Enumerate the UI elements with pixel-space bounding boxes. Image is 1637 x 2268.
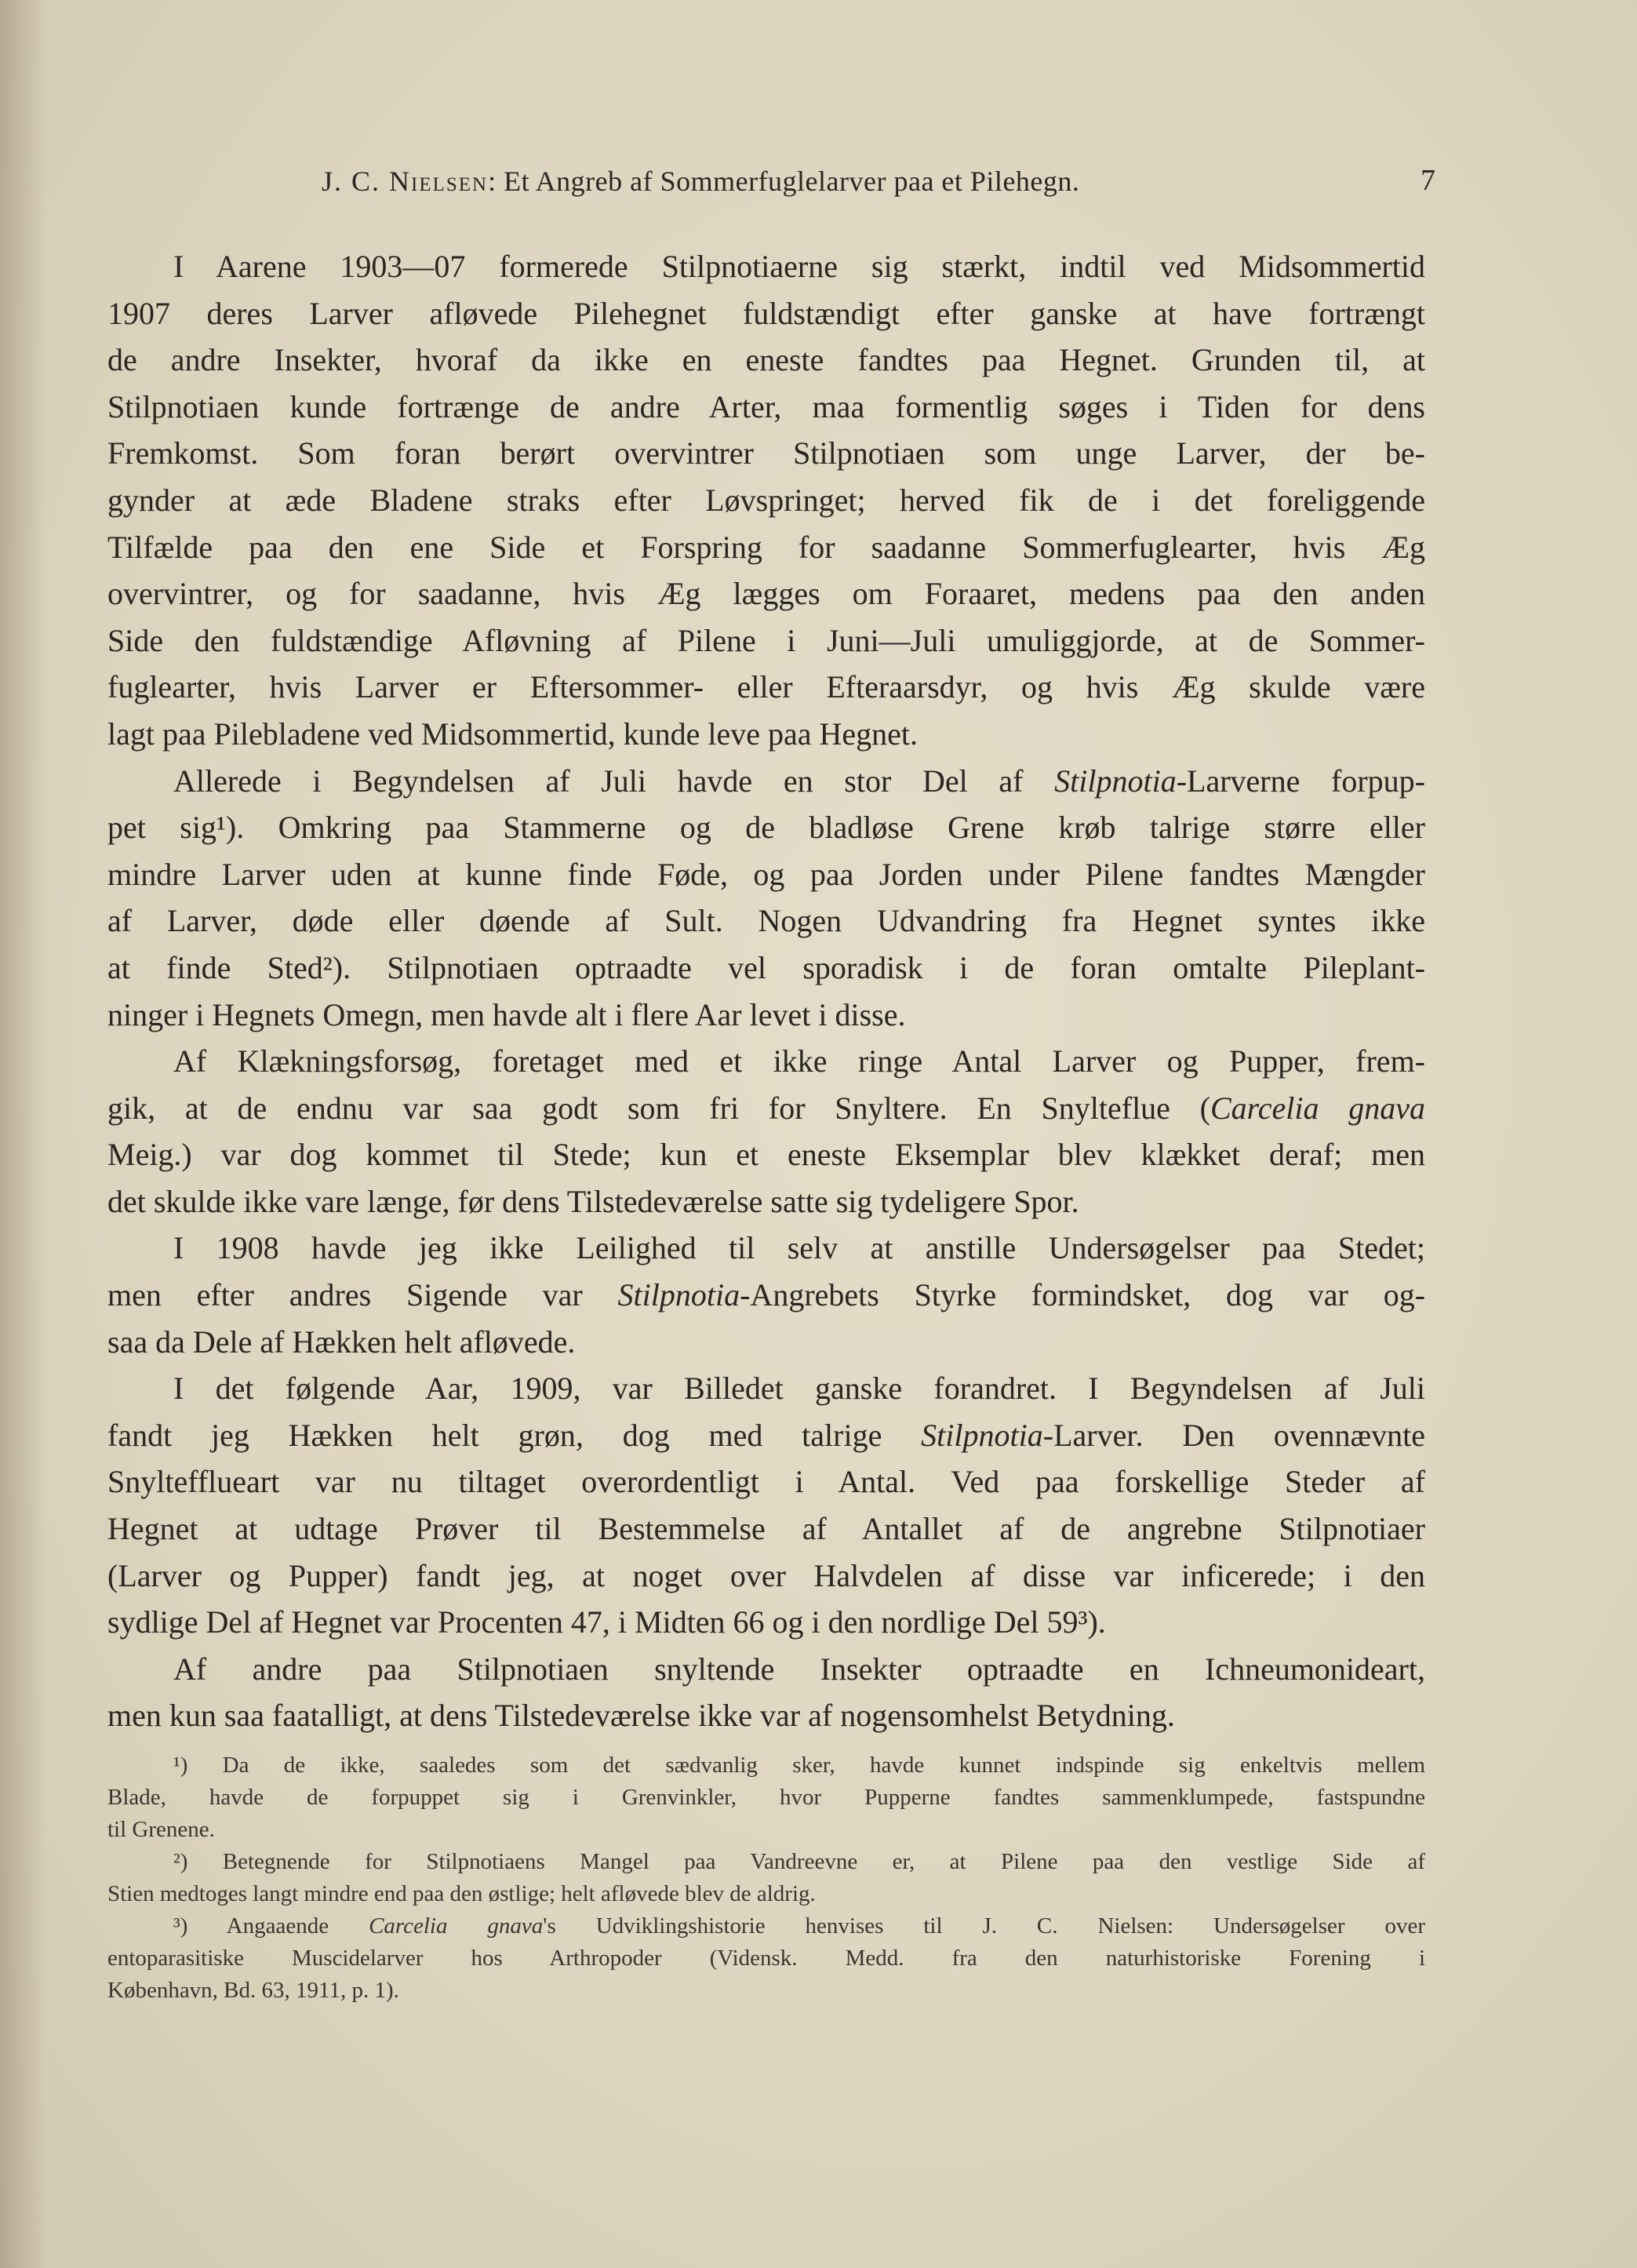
text-line: fandt jeg Hækken helt grøn, dog med talrige Stilpnotia-Larver. Den ovennævnte bbox=[107, 1417, 1425, 1453]
footnote-line: til Grenene. bbox=[107, 1817, 215, 1842]
text-line: Allerede i Begyndelsen af Juli havde en stor Del af Stilpnotia-Larverne forpup- bbox=[173, 763, 1425, 799]
running-head-colon: : bbox=[488, 166, 504, 197]
text-line: 1907 deres Larver afløvede Pilehegnet fuldstændigt efter ganske at have fortrængt bbox=[107, 295, 1425, 331]
paragraph bbox=[107, 243, 1425, 758]
body-text bbox=[107, 243, 1425, 1739]
text-line: I det følgende Aar, 1909, var Billedet ganske forandret. I Begyndelsen af Juli bbox=[173, 1371, 1425, 1407]
footnote-line: Stien medtoges langt mindre end paa den østlige; helt afløvede blev de aldrig. bbox=[107, 1881, 816, 1906]
text-line: af Larver, døde eller døende af Sult. Nogen Udvandring fra Hegnet syntes ikke bbox=[107, 903, 1425, 939]
text-line: at finde Sted²). Stilpnotiaen optraadte vel sporadisk i de foran omtalte Pileplant- bbox=[107, 949, 1425, 985]
text-line: det skulde ikke vare længe, før dens Tilstedeværelse satte sig tydeligere Spor. bbox=[107, 1183, 1079, 1219]
text-line: saa da Dele af Hækken helt afløvede. bbox=[107, 1323, 576, 1360]
text-line: Hegnet at udtage Prøver til Bestemmelse af Antallet af de angrebne Stilpnotiaer bbox=[107, 1511, 1425, 1547]
paragraph bbox=[107, 1038, 1425, 1225]
text-line: men kun saa faatalligt, at dens Tilstedeværelse ikke var af nogensomhelst Betydning. bbox=[107, 1698, 1175, 1734]
text-line: ninger i Hegnets Omegn, men havde alt i flere Aar levet i disse. bbox=[107, 996, 906, 1032]
text-line: Meig.) var dog kommet til Stede; kun et eneste Eksemplar blev klækket deraf; men bbox=[107, 1137, 1425, 1173]
footnote-line: entoparasitiske Muscidelarver hos Arthropoder (Vidensk. Medd. fra den naturhistoriske Forening i bbox=[107, 1946, 1425, 1971]
paragraph bbox=[107, 1365, 1425, 1646]
binding-shadow bbox=[0, 0, 47, 2268]
footnote-line: ³) Angaaende Carcelia gnava's Udviklingshistorie henvises til J. C. Nielsen: Undersøgelser over bbox=[173, 1913, 1425, 1939]
footnote-line: Blade, havde de forpuppet sig i Grenvinkler, hvor Pupperne fandtes sammenklumpede, fastspundne bbox=[107, 1785, 1425, 1810]
footnote-line: ²) Betegnende for Stilpnotiaens Mangel paa Vandreevne er, at Pilene paa den vestlige Side af bbox=[173, 1849, 1425, 1874]
text-line: sydlige Del af Hegnet var Procenten 47, i Midten 66 og i den nordlige Del 59³). bbox=[107, 1604, 1106, 1640]
paragraph bbox=[107, 758, 1425, 1039]
running-head-title: Et Angreb af Sommerfuglelarver paa et Pilehegn. bbox=[504, 166, 1080, 197]
text-line: de andre Insekter, hvoraf da ikke en eneste fandtes paa Hegnet. Grunden til, at bbox=[107, 342, 1425, 378]
footnote-line: ¹) Da de ikke, saaledes som det sædvanlig sker, havde kunnet indspinde sig enkeltvis mellem bbox=[173, 1753, 1425, 1778]
text-line: gik, at de endnu var saa godt som fri for Snyltere. En Snylteflue (Carcelia gnava bbox=[107, 1090, 1425, 1126]
text-line: Stilpnotiaen kunde fortrænge de andre Arter, maa formentlig søges i Tiden for dens bbox=[107, 388, 1425, 424]
text-line: I Aarene 1903—07 formerede Stilpnotiaerne sig stærkt, indtil ved Midsommertid bbox=[173, 249, 1425, 284]
text-line: I 1908 havde jeg ikke Leilighed til selv at anstille Undersøgelser paa Stedet; bbox=[173, 1230, 1425, 1266]
running-head-author: J. C. Nielsen bbox=[322, 166, 489, 197]
text-line: Af andre paa Stilpnotiaen snyltende Insekter optraadte en Ichneumonideart, bbox=[173, 1651, 1425, 1687]
text-line: lagt paa Pilebladene ved Midsommertid, kunde leve paa Hegnet. bbox=[107, 715, 919, 752]
running-head bbox=[322, 165, 1420, 198]
text-line: gynder at æde Bladene straks efter Løvspringet; herved fik de i det foreliggende bbox=[107, 482, 1425, 518]
text-line: Af Klækningsforsøg, foretaget med et ikke ringe Antal Larver og Pupper, frem- bbox=[173, 1043, 1425, 1079]
text-line: overvintrer, og for saadanne, hvis Æg lægges om Foraaret, medens paa den anden bbox=[107, 576, 1425, 612]
text-line: mindre Larver uden at kunne finde Føde, og paa Jorden under Pilene fandtes Mængder bbox=[107, 856, 1425, 892]
text-line: Fremkomst. Som foran berørt overvintrer Stilpnotiaen som unge Larver, der be- bbox=[107, 435, 1425, 471]
text-line: Side den fuldstændige Afløvning af Pilene i Juni—Juli umuliggjorde, at de Sommer- bbox=[107, 622, 1425, 658]
text-line: (Larver og Pupper) fandt jeg, at noget over Halvdelen af disse var inficerede; i den bbox=[107, 1557, 1425, 1593]
text-line: Snyltefflueart var nu tiltaget overordentligt i Antal. Ved paa forskellige Steder af bbox=[107, 1464, 1425, 1500]
text-line: men efter andres Sigende var Stilpnotia-Angrebets Styrke formindsket, dog var og- bbox=[107, 1277, 1425, 1313]
page-number: 7 bbox=[1421, 164, 1435, 197]
paragraph bbox=[107, 1225, 1425, 1365]
text-line: fuglearter, hvis Larver er Eftersommer- eller Efteraarsdyr, og hvis Æg skulde være bbox=[107, 669, 1425, 705]
paragraph bbox=[107, 1646, 1425, 1739]
footnote-line: København, Bd. 63, 1911, p. 1). bbox=[107, 1978, 399, 2003]
text-line: pet sig¹). Omkring paa Stammerne og de bladløse Grene krøb talrige større eller bbox=[107, 810, 1425, 846]
text-line: Tilfælde paa den ene Side et Forspring for saadanne Sommerfuglearter, hvis Æg bbox=[107, 529, 1425, 565]
footnotes bbox=[107, 1749, 1425, 2007]
